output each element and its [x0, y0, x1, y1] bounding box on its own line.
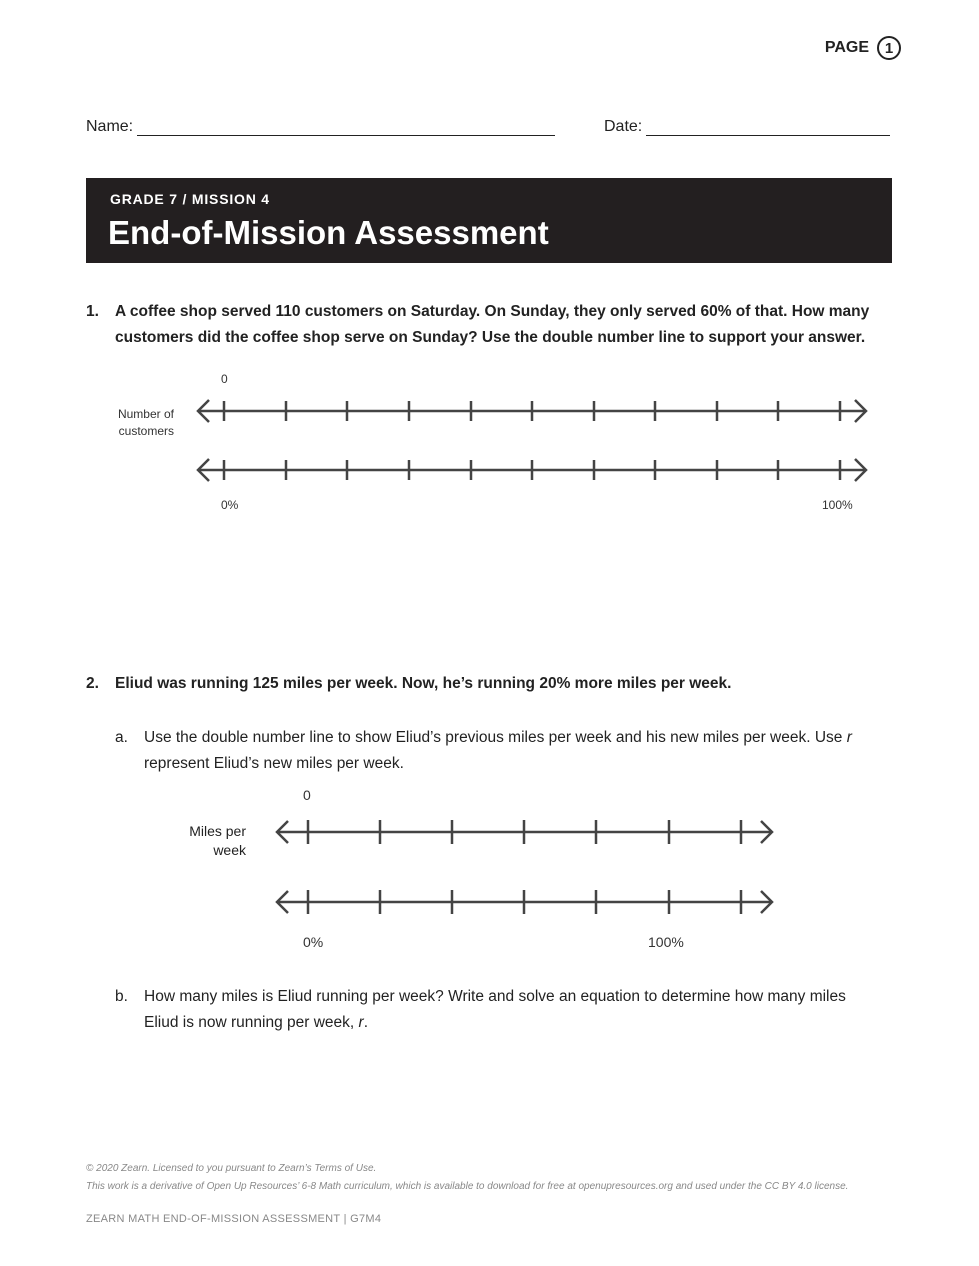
q2-axis-label-line2: week: [213, 842, 246, 858]
q1-bottom-end-label: 100%: [822, 498, 853, 512]
question-2a-text-line2: represent Eliud’s new miles per week.: [144, 755, 404, 772]
q2-bottom-number-line: [277, 890, 772, 914]
question-2b-text-line1: How many miles is Eliud running per week? Write and solve an equation to determine how many miles: [144, 988, 846, 1005]
name-input-line[interactable]: [137, 121, 555, 136]
footer-copyright: © 2020 Zearn. Licensed to you pursuant to Zearn’s Terms of Use.: [86, 1163, 377, 1174]
page-number: 1: [877, 36, 901, 60]
q2-double-number-line: [268, 812, 783, 917]
question-1-text-line1: A coffee shop served 110 customers on Saturday. On Sunday, they only served 60% of that. How many: [115, 303, 870, 320]
footer-doc-id: ZEARN MATH END-OF-MISSION ASSESSMENT | G7M4: [86, 1213, 382, 1225]
q2-bottom-start-label: 0%: [303, 934, 324, 950]
q1-axis-label-line1: Number of: [117, 407, 174, 421]
question-2-number: 2.: [86, 675, 99, 692]
name-field[interactable]: [86, 118, 555, 136]
banner-subtitle: GRADE 7 / MISSION 4: [110, 191, 270, 207]
question-2a-text-line1: Use the double number line to show Eliud’s previous miles per week and his new miles per week. Use r: [144, 729, 852, 746]
name-label: Name:: [86, 118, 134, 135]
question-1-number: 1.: [86, 303, 99, 320]
question-2b-label: b.: [115, 988, 128, 1005]
question-2: [86, 671, 896, 697]
page-label: PAGE: [824, 39, 869, 56]
question-2a-label: a.: [115, 729, 128, 746]
q2-top-zero-label: 0: [303, 787, 311, 803]
q1-top-zero-label: 0: [221, 372, 228, 386]
q2-bottom-end-label: 100%: [648, 934, 684, 950]
q1-axis-label-line2: customers: [118, 424, 174, 438]
question-1-text-line2: customers did the coffee shop serve on Sunday? Use the double number line to support your answer.: [115, 329, 866, 346]
question-2b-text-line2: Eliud is now running per week, r.: [144, 1014, 369, 1031]
footer-license: This work is a derivative of Open Up Resources’ 6-8 Math curriculum, which is available to download for free at openupresources.org and used under the CC BY 4.0 license.: [86, 1181, 849, 1192]
question-1: [86, 299, 896, 355]
question-2-text: Eliud was running 125 miles per week. Now, he’s running 20% more miles per week.: [115, 675, 732, 692]
q1-bottom-number-line: [198, 459, 866, 481]
q1-double-number-line: [190, 392, 880, 487]
date-label: Date:: [604, 118, 643, 135]
page-indicator: [825, 36, 901, 60]
q2-top-number-line: [277, 820, 772, 844]
q1-axis-label: [100, 406, 174, 440]
title-banner: [86, 178, 892, 263]
q1-top-number-line: [198, 400, 866, 422]
page-title: End-of-Mission Assessment: [108, 214, 549, 251]
date-input-line[interactable]: [646, 121, 890, 136]
q2-axis-label-line1: Miles per: [189, 823, 246, 839]
question-2b: [115, 984, 900, 1040]
question-2a: [115, 725, 900, 781]
q2-axis-label: [170, 822, 246, 860]
date-field[interactable]: [604, 118, 890, 136]
q1-bottom-start-label: 0%: [221, 498, 239, 512]
